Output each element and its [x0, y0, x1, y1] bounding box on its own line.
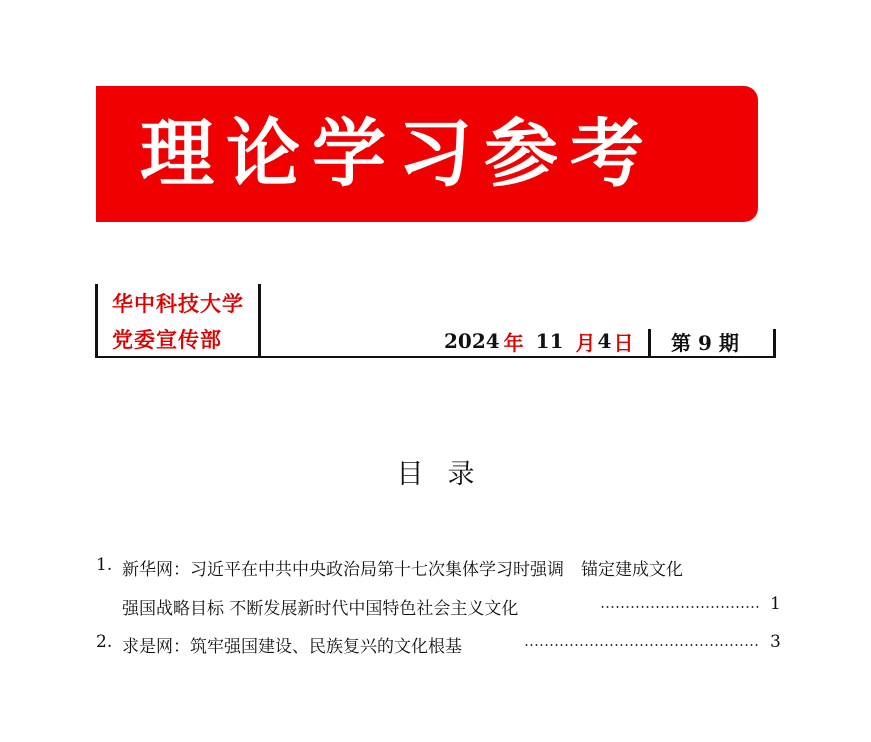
toc-leader-dots [524, 644, 760, 646]
date-month-unit: 月 [575, 330, 596, 355]
toc-item-number: 1. [96, 555, 113, 575]
toc-leader-dots [600, 606, 760, 608]
toc-item-page: 3 [770, 632, 781, 652]
issue-number: 第 9 期 [671, 330, 739, 355]
issue-date [444, 327, 641, 355]
publisher-university: 华中科技大学 [112, 291, 244, 316]
toc-heading: 目录 [396, 459, 499, 490]
date-year-unit: 年 [503, 330, 524, 355]
date-month: 11 [535, 329, 564, 353]
toc-item-title-line1: 新华网：习近平在中共中央政治局第十七次集体学习时强调 锚定建成文化 [122, 560, 683, 580]
toc-item-page: 1 [770, 594, 781, 614]
publisher-department: 党委宣传部 [112, 327, 222, 352]
toc-item-title-line2: 强国战略目标 不断发展新时代中国特色社会主义文化 [122, 599, 519, 619]
toc-item-number: 2. [96, 632, 113, 652]
date-divider-left [648, 329, 651, 357]
date-day: 4 [597, 329, 612, 353]
date-day-unit: 日 [613, 330, 634, 355]
date-divider-right [773, 329, 776, 357]
masthead-title: 理论学习参考 [140, 111, 656, 197]
publisher-box [95, 284, 261, 356]
masthead-banner [96, 86, 758, 222]
date-year: 2024 [444, 329, 500, 353]
header-rule [95, 356, 776, 358]
toc-item-title-line1: 求是网：筑牢强国建设、民族复兴的文化根基 [122, 637, 462, 657]
